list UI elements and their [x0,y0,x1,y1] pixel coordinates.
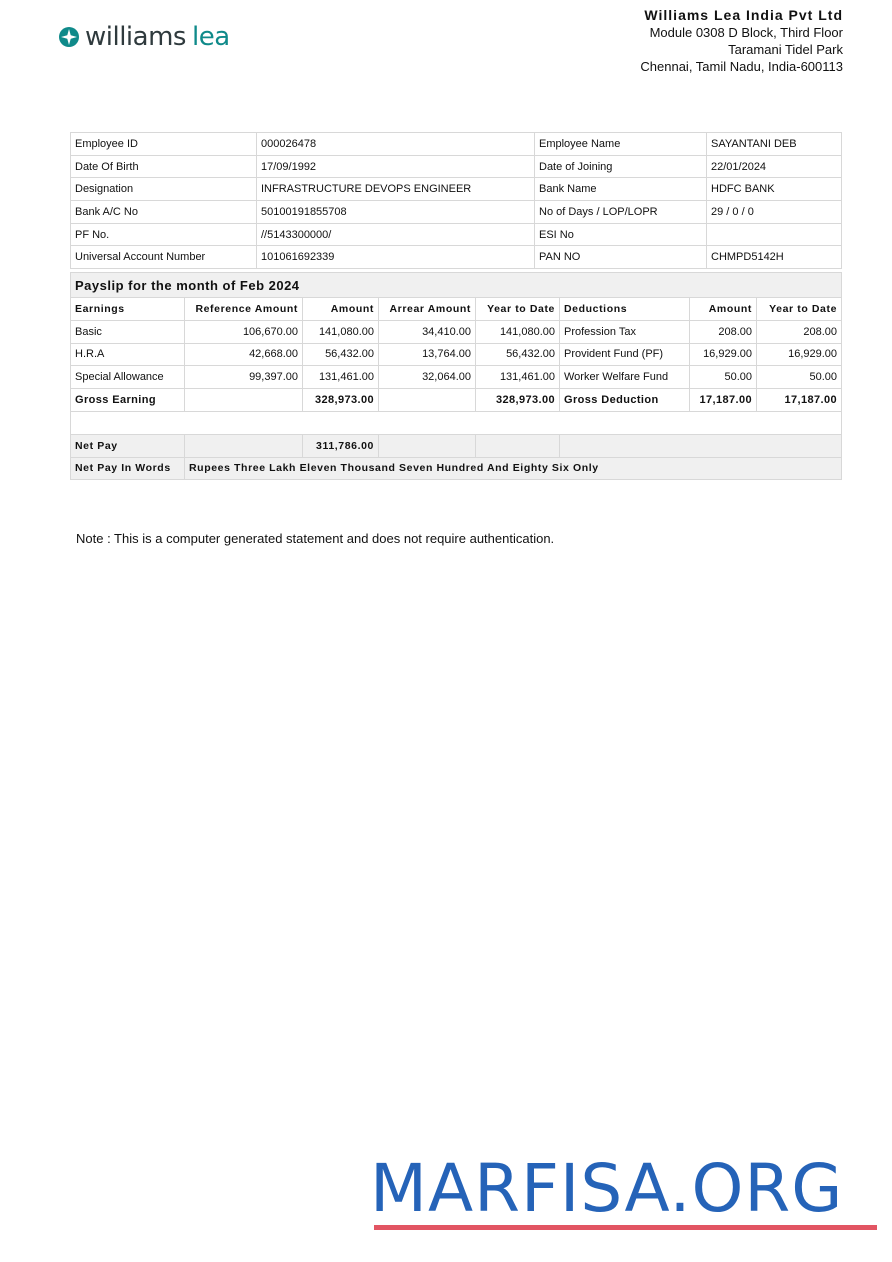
table-header-row [71,298,842,321]
deduction-name: Worker Welfare Fund [560,366,690,389]
info-value: INFRASTRUCTURE DEVOPS ENGINEER [257,178,535,201]
address-line: Module 0308 D Block, Third Floor [649,25,843,40]
amount: 131,461.00 [303,366,379,389]
empty-cell [476,434,560,457]
info-label: Bank Name [535,178,707,201]
reference-amount: 42,668.00 [185,343,303,366]
deduction-ytd: 16,929.00 [757,343,842,366]
column-header: Arrear Amount [379,298,476,321]
info-label: Date of Joining [535,155,707,178]
info-label: Employee Name [535,133,707,156]
address-line: Taramani Tidel Park [728,42,843,57]
watermark-text: MARFISA.ORG [370,1150,844,1227]
info-label: PAN NO [535,246,707,269]
reference-amount: 106,670.00 [185,320,303,343]
deduction-ytd: 50.00 [757,366,842,389]
info-label: Date Of Birth [71,155,257,178]
gross-deduction-ytd: 17,187.00 [757,389,842,412]
gross-reference [185,389,303,412]
net-pay-label: Net Pay [71,434,185,457]
info-value: HDFC BANK [707,178,842,201]
info-label: ESI No [535,223,707,246]
logo-wordmark: williams lea [85,22,230,52]
arrear-amount: 13,764.00 [379,343,476,366]
payslip-table [70,272,842,480]
company-logo [59,22,230,52]
gross-earning-label: Gross Earning [71,389,185,412]
employee-info-table [70,132,842,269]
earning-name: H.R.A [71,343,185,366]
info-label: PF No. [71,223,257,246]
net-pay-words-row [71,457,842,480]
table-row [71,155,842,178]
info-value: 50100191855708 [257,201,535,224]
year-to-date: 131,461.00 [476,366,560,389]
gross-arrear [379,389,476,412]
column-header: Amount [303,298,379,321]
empty-cell [379,434,476,457]
info-value: CHMPD5142H [707,246,842,269]
table-row [71,320,842,343]
gross-amount: 328,973.00 [303,389,379,412]
table-row [71,178,842,201]
info-value: SAYANTANI DEB [707,133,842,156]
empty-cell [185,434,303,457]
gross-row [71,389,842,412]
table-row [71,246,842,269]
arrear-amount: 32,064.00 [379,366,476,389]
address-line: Chennai, Tamil Nadu, India-600113 [640,59,843,74]
deduction-name: Provident Fund (PF) [560,343,690,366]
column-header: Year to Date [757,298,842,321]
info-value: //5143300000/ [257,223,535,246]
column-header: Amount [690,298,757,321]
deduction-amount: 50.00 [690,366,757,389]
footer-note: Note : This is a computer generated statement and does not require authentication. [76,531,555,546]
company-name: Williams Lea India Pvt Ltd [644,7,843,23]
column-header: Reference Amount [185,298,303,321]
earning-name: Basic [71,320,185,343]
net-pay-words-label: Net Pay In Words [71,457,185,480]
net-pay-value: 311,786.00 [303,434,379,457]
deduction-amount: 208.00 [690,320,757,343]
deduction-name: Profession Tax [560,320,690,343]
column-header: Deductions [560,298,690,321]
info-value: 29 / 0 / 0 [707,201,842,224]
info-label: Employee ID [71,133,257,156]
gross-deduction-label: Gross Deduction [560,389,690,412]
amount: 56,432.00 [303,343,379,366]
column-header: Earnings [71,298,185,321]
info-value: 101061692339 [257,246,535,269]
arrear-amount: 34,410.00 [379,320,476,343]
spacer-row [71,411,842,434]
year-to-date: 141,080.00 [476,320,560,343]
reference-amount: 99,397.00 [185,366,303,389]
gross-deduction-amount: 17,187.00 [690,389,757,412]
gross-ytd: 328,973.00 [476,389,560,412]
info-value: 22/01/2024 [707,155,842,178]
table-row [71,201,842,224]
spacer-cell [71,411,842,434]
watermark [370,1150,880,1230]
table-row [71,343,842,366]
net-pay-words-value: Rupees Three Lakh Eleven Thousand Seven Hundred And Eighty Six Only [185,457,842,480]
compass-icon [59,27,79,47]
table-row [71,133,842,156]
empty-cell [560,434,842,457]
amount: 141,080.00 [303,320,379,343]
deduction-ytd: 208.00 [757,320,842,343]
table-row [71,366,842,389]
deduction-amount: 16,929.00 [690,343,757,366]
payslip-title-row [71,273,842,298]
info-label: Bank A/C No [71,201,257,224]
info-label: Universal Account Number [71,246,257,269]
year-to-date: 56,432.00 [476,343,560,366]
net-pay-row [71,434,842,457]
payslip-title: Payslip for the month of Feb 2024 [71,273,842,298]
info-value: 17/09/1992 [257,155,535,178]
column-header: Year to Date [476,298,560,321]
info-value [707,223,842,246]
info-label: Designation [71,178,257,201]
earning-name: Special Allowance [71,366,185,389]
company-address [640,7,843,75]
info-value: 000026478 [257,133,535,156]
table-row [71,223,842,246]
info-label: No of Days / LOP/LOPR [535,201,707,224]
